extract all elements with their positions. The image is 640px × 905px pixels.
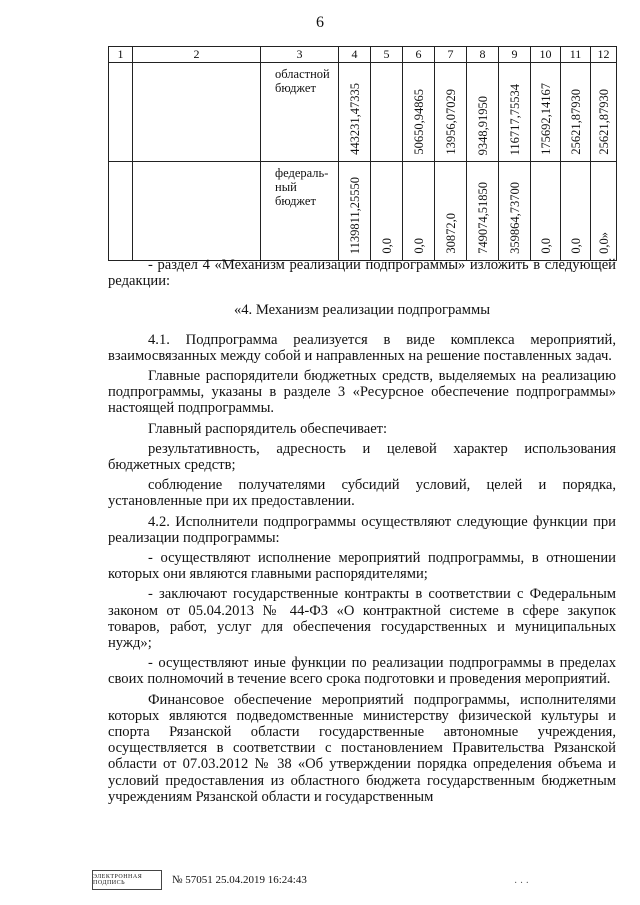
value-cell: 0,0 [379, 238, 394, 254]
value-cell: 1139811,25550 [347, 176, 362, 254]
paragraph: Финансовое обеспечение мероприятий подпрограммы, исполнителями которых являются подведомственные министерству физической культуры и спорта Рязанской области государственные автономные учреждения, осуществляется в соответствии с постановлением Правительства Рязанской области от 07.03.2012 № 38 «Об утверждении порядка определения объема и условий предоставления из областного бюджета государственным бюджетным учреждениям Рязанской области и государственным [108, 691, 616, 805]
header-cell: 4 [339, 47, 371, 63]
header-cell: 10 [531, 47, 561, 63]
paragraph: 4.1. Подпрограмма реализуется в виде комплекса мероприятий, взаимосвязанных между собой и направленных на решение поставленных задач. [108, 331, 616, 364]
table-row [109, 63, 617, 162]
value-cell: 25621,87930 [596, 89, 611, 155]
value-cell: 0,0 [411, 238, 426, 254]
value-cell: 359864,73700 [507, 182, 522, 254]
paragraph: 4.2. Исполнители подпрограммы осуществляют следующие функции при реализации подпрограммы: [108, 513, 616, 546]
budget-table [108, 46, 617, 261]
value-cell: 9348,91950 [475, 95, 490, 155]
document-body [108, 257, 616, 805]
paragraph: - осуществляют иные функции по реализации подпрограммы в пределах своих полномочий в течение всего срока подготовки и проведения мероприятий. [108, 655, 616, 688]
header-cell: 2 [133, 47, 261, 63]
value-cell: 30872,0 [443, 213, 458, 254]
value-cell: 175692,14167 [538, 83, 553, 155]
document-footer [92, 870, 307, 890]
row-label: областной бюджет [261, 63, 339, 162]
header-cell: 7 [435, 47, 467, 63]
page-number: 6 [316, 14, 324, 31]
value-cell: 13956,07029 [443, 89, 458, 155]
table-row [109, 162, 617, 261]
document-id: № 57051 25.04.2019 16:24:43 [172, 874, 307, 886]
paragraph: результативность, адресность и целевой характер использования бюджетных средств; [108, 440, 616, 474]
value-cell: 0,0» [596, 232, 611, 254]
section-heading: «4. Механизм реализации подпрограммы [233, 302, 491, 319]
header-cell: 3 [261, 47, 339, 63]
paragraph: соблюдение получателями субсидий условий, целей и порядка, установленные при их предоставлении. [108, 477, 616, 510]
value-cell: 0,0 [568, 238, 583, 254]
paragraph: Главный распорядитель обеспечивает: [148, 420, 388, 437]
paragraph: Главные распорядители бюджетных средств, выделяемых на реализацию подпрограммы, указаны в разделе 3 «Ресурсное обеспечение подпрограммы» настоящей подпрограммы. [108, 368, 616, 417]
value-cell: 50650,94865 [411, 89, 426, 155]
row-label: федераль-ный бюджет [261, 162, 339, 261]
header-cell: 12 [591, 47, 617, 63]
header-cell: 5 [371, 47, 403, 63]
value-cell: 0,0 [538, 238, 553, 254]
header-cell: 8 [467, 47, 499, 63]
paragraph: - заключают государственные контракты в соответствии с Федеральным законом от 05.04.2013 № 44-ФЗ «О контрактной системе в сфере закупок товаров, работ, услуг для обеспечения государственных и муниципальных нужд»; [108, 586, 616, 652]
paragraph: - осуществляют исполнение мероприятий подпрограммы, в отношении которых они являются главными распорядителями; [108, 550, 616, 583]
header-cell: 9 [499, 47, 531, 63]
header-cell: 11 [561, 47, 591, 63]
header-cell: 1 [109, 47, 133, 63]
value-cell: 443231,47335 [347, 83, 362, 155]
value-cell: 749074,51850 [475, 182, 490, 254]
paragraph: - раздел 4 «Механизм реализации подпрограммы» изложить в следующей редакции: [108, 257, 616, 290]
value-cell: 25621,87930 [568, 89, 583, 155]
table-header-row [109, 47, 617, 63]
signature-stamp: ЭЛЕКТРОННАЯ ПОДПИСЬ [92, 870, 162, 890]
value-cell: 116717,75534 [507, 83, 522, 155]
header-cell: 6 [403, 47, 435, 63]
scan-marks: · · · [514, 878, 529, 889]
